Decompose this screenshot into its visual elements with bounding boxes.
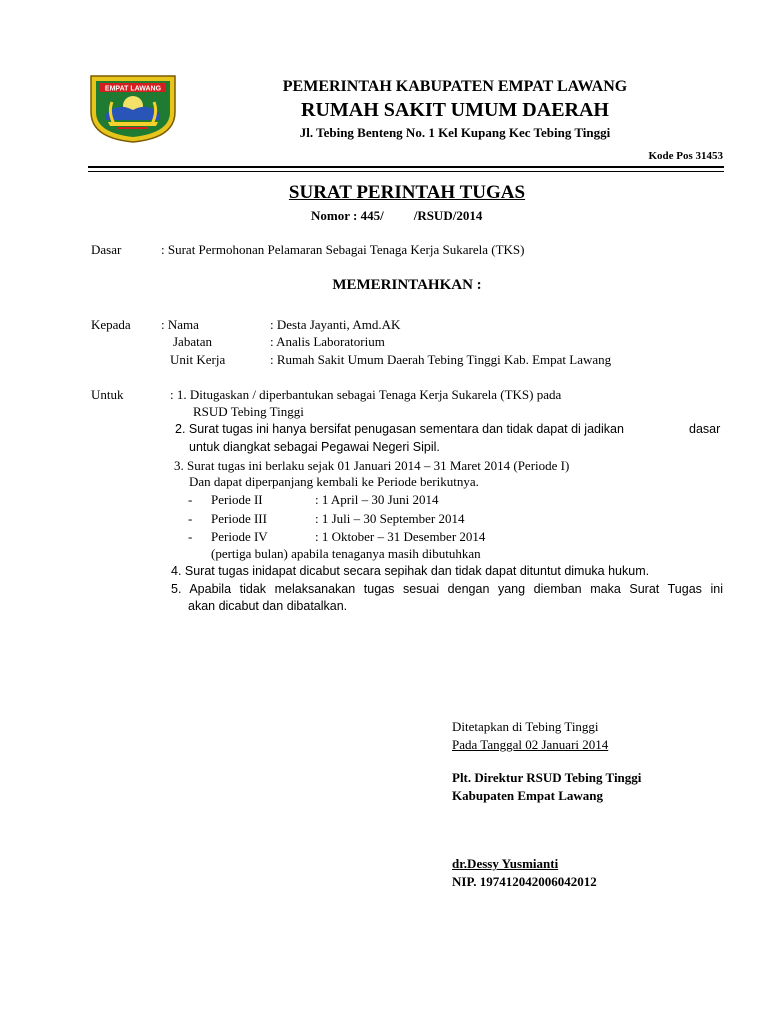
untuk-item2-line1: 2. Surat tugas ini hanya bersifat penugasan sementara dan tidak dapat di jadikan: [175, 422, 624, 436]
untuk-item3-line2: Dan dapat diperpanjang kembali ke Periode berikutnya.: [189, 474, 479, 489]
untuk-item4: 4. Surat tugas inidapat dicabut secara sepihak dan tidak dapat dituntut dimuka hukum.: [171, 564, 650, 578]
jabatan-label: Jabatan: [173, 334, 212, 349]
document-title: SURAT PERINTAH TUGAS: [288, 182, 526, 203]
dasar-label: Dasar: [91, 242, 122, 257]
memerintahkan-heading: MEMERINTAHKAN :: [332, 277, 482, 293]
untuk-item1-line1: : 1. Ditugaskan / diperbantukan sebagai Tenaga Kerja Sukarela (TKS) pada: [170, 387, 562, 402]
untuk-item1-line2: RSUD Tebing Tinggi: [193, 404, 304, 419]
signatory-position: Plt. Direktur RSUD Tebing Tinggi: [452, 770, 642, 785]
period-range: : 1 April – 30 Juni 2014: [315, 492, 439, 507]
unit-kerja-value: : Rumah Sakit Umum Daerah Tebing Tinggi Kab. Empat Lawang: [270, 352, 612, 367]
header-rule-thick: [88, 166, 724, 168]
period-name: Periode III: [211, 511, 267, 526]
svg-text:EMPAT LAWANG: EMPAT LAWANG: [104, 85, 162, 93]
untuk-item5-line1: 5. Apabila tidak melaksanakan tugas sesuai dengan yang diemban maka Surat Tugas ini: [171, 582, 723, 596]
tanggal-text: Pada Tanggal 02 Januari 2014: [452, 737, 609, 752]
untuk-item5-line2: akan dicabut dan dibatalkan.: [188, 599, 348, 613]
header-address: Jl. Tebing Benteng No. 1 Kel Kupang Kec Tebing Tinggi: [299, 125, 611, 140]
nomor-label: Nomor : 445/: [311, 208, 384, 223]
signatory-name: dr.Dessy Yusmianti: [452, 856, 559, 871]
untuk-item2-line2: untuk diangkat sebagai Pegawai Negeri Sipil.: [189, 440, 440, 454]
untuk-item2-line1-end: dasar: [689, 422, 721, 436]
kepada-label: Kepada: [91, 317, 131, 332]
unit-kerja-label: Unit Kerja: [170, 352, 226, 367]
period-dash: -: [188, 529, 193, 544]
period-dash: -: [188, 492, 193, 507]
untuk-label: Untuk: [91, 387, 124, 402]
period-name: Periode IV: [211, 529, 268, 544]
period-name: Periode II: [211, 492, 263, 507]
document-number: [311, 208, 482, 224]
nama-label: : Nama: [161, 317, 199, 332]
period-range: : 1 Juli – 30 September 2014: [315, 511, 465, 526]
period-note: (pertiga bulan) apabila tenaganya masih dibutuhkan: [211, 546, 481, 561]
dasar-text: : Surat Permohonan Pelamaran Sebagai Tenaga Kerja Sukarela (TKS): [161, 242, 525, 257]
signatory-region: Kabupaten Empat Lawang: [452, 788, 603, 803]
nama-value: : Desta Jayanti, Amd.AK: [270, 317, 401, 332]
header-rule-thin: [88, 171, 724, 172]
nomor-suffix: /RSUD/2014: [413, 208, 483, 223]
signatory-nip: NIP. 197412042006042012: [452, 874, 597, 889]
header-hospital-name: RUMAH SAKIT UMUM DAERAH: [301, 99, 609, 121]
postal-code: Kode Pos 31453: [648, 150, 723, 162]
untuk-item3-line1: 3. Surat tugas ini berlaku sejak 01 Januari 2014 – 31 Maret 2014 (Periode I): [174, 458, 570, 473]
ditetapkan-text: Ditetapkan di Tebing Tinggi: [452, 719, 599, 734]
jabatan-value: : Analis Laboratorium: [270, 334, 385, 349]
header-government: PEMERINTAH KABUPATEN EMPAT LAWANG: [282, 78, 628, 95]
period-range: : 1 Oktober – 31 Desember 2014: [315, 529, 486, 544]
period-dash: -: [188, 511, 193, 526]
